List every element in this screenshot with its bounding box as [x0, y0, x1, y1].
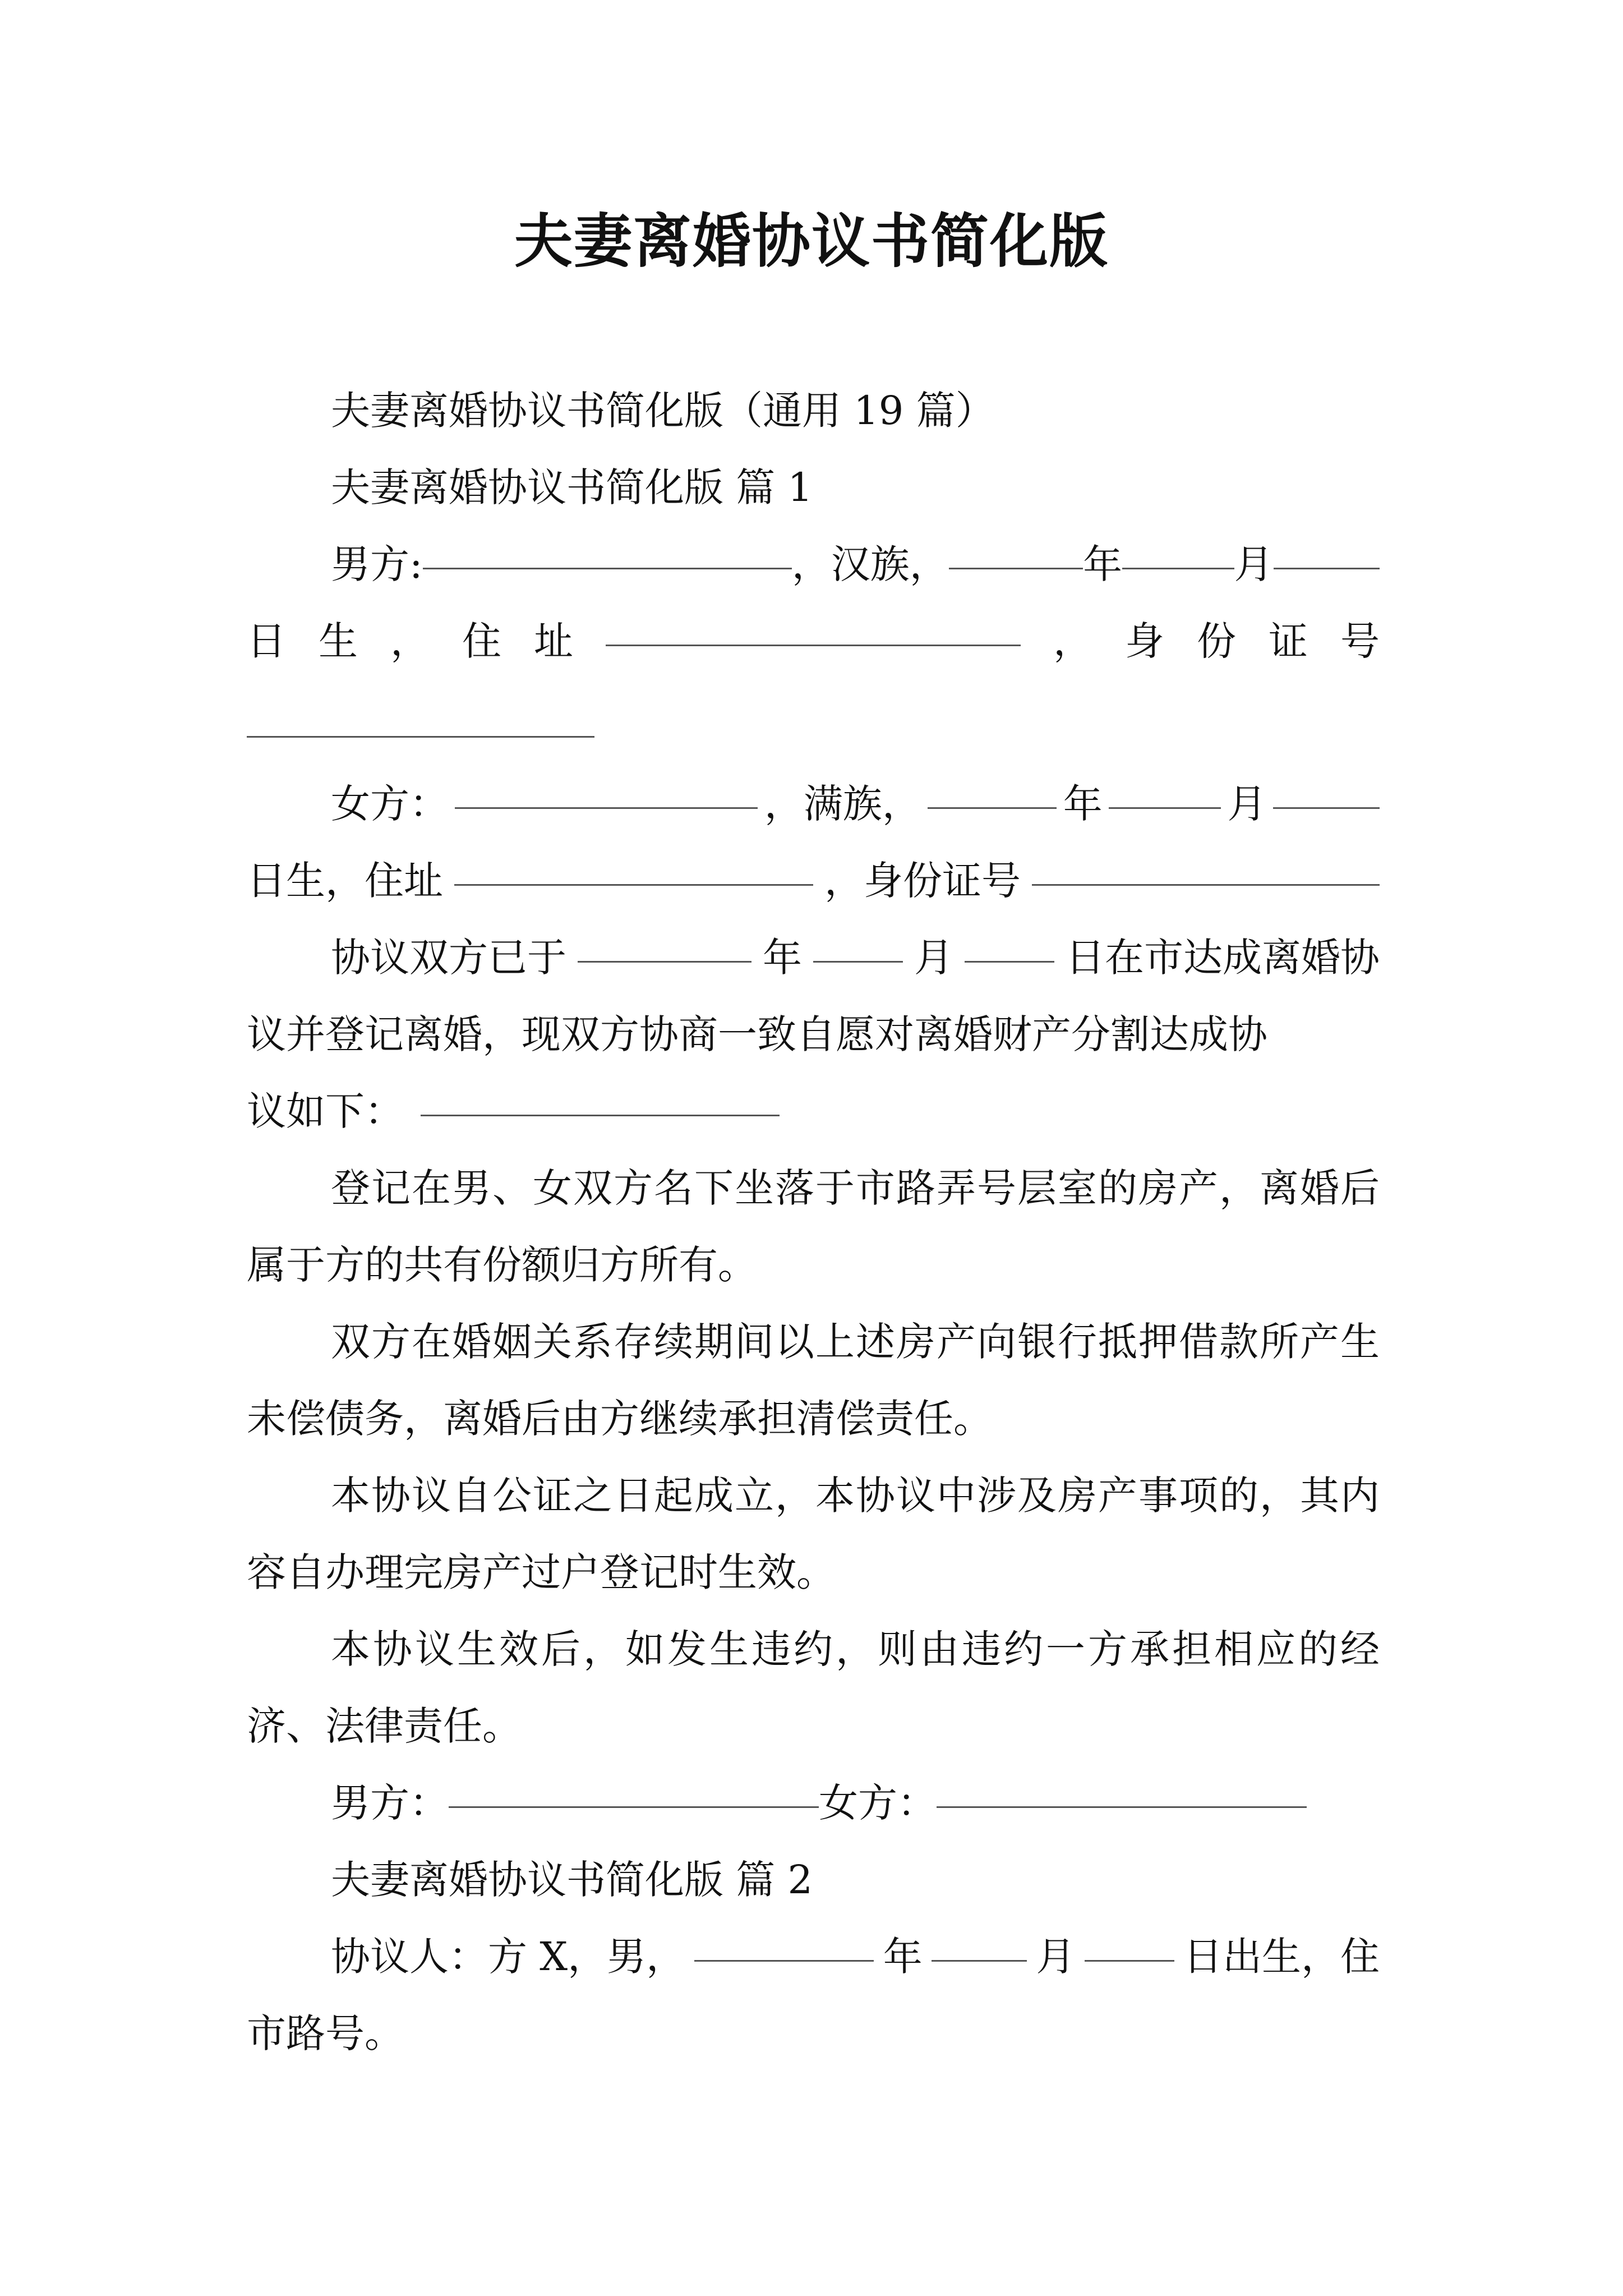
male-id-blank — [247, 680, 594, 738]
female-signature-blank — [937, 1765, 1307, 1808]
party-line — [247, 1918, 1380, 1995]
female-info-line — [247, 766, 1380, 843]
debt-paragraph: 双方在婚姻关系存续期间以上述房产向银行抵押借款所产生未偿债务，离婚后由方继续承担清偿责任。 — [247, 1319, 1380, 1442]
month-label: 月 — [1234, 541, 1274, 587]
party-text: 协议人：方 X，男， — [331, 1934, 686, 1980]
agreement-line-1 — [247, 919, 1380, 996]
party-text: 日出生，住 — [1183, 1934, 1380, 1980]
year-label: 年 — [763, 935, 802, 981]
year-label: 年 — [1063, 781, 1103, 827]
char: 证 — [1269, 618, 1308, 664]
male-birth-month-blank — [1122, 526, 1234, 569]
agreement-line-3 — [247, 1073, 1380, 1150]
agreement-month-blank — [813, 919, 903, 963]
month-label: 月 — [1227, 781, 1267, 827]
year-label: 年 — [883, 1934, 923, 1980]
male-name-blank — [423, 526, 792, 569]
male-birth-day-blank — [1274, 526, 1380, 569]
ethnicity-han: ，汉族， — [791, 541, 949, 587]
char: 日 — [247, 618, 286, 664]
male-id-line — [247, 680, 1380, 738]
party-birth-day-blank — [1085, 1918, 1174, 1962]
female-birth-day-blank — [1273, 766, 1380, 809]
char: 号 — [1340, 618, 1380, 664]
agreement-line-2 — [247, 996, 1380, 1073]
property-paragraph: 登记在男、女双方名下坐落于市路弄号层室的房产，离婚后属于方的共有份额归方所有。 — [247, 1165, 1380, 1288]
party-birth-year-blank — [694, 1918, 874, 1962]
section-1-heading: 夫妻离婚协议书简化版 篇 1 — [331, 464, 813, 510]
month-label: 月 — [914, 935, 953, 981]
document-subtitle: 夫妻离婚协议书简化版（通用 19 篇） — [331, 388, 995, 434]
id-label: ，身份证号 — [824, 858, 1021, 904]
female-sign-label: 女方： — [819, 1780, 937, 1826]
male-address-blank — [606, 603, 1021, 646]
agreement-text: 议并登记离婚，现双方协商一致自愿对离婚财产分割达成协 — [247, 1011, 1267, 1057]
female-label: 女方： — [331, 781, 449, 827]
born-address-label: 日生，住址 — [247, 858, 443, 904]
month-label: 月 — [1036, 1934, 1076, 1980]
male-address-line — [247, 603, 1380, 680]
document-body — [247, 372, 1380, 2072]
female-name-blank — [455, 766, 758, 809]
male-sign-label: 男方： — [331, 1780, 449, 1826]
document-title: 夫妻离婚协议书简化版 — [514, 207, 1109, 275]
agreement-text: 日在市达成离婚协 — [1066, 935, 1380, 981]
male-signature-blank — [449, 1765, 819, 1808]
char: 身 — [1125, 618, 1164, 664]
female-address-line — [247, 843, 1380, 919]
char: ， — [1053, 618, 1092, 664]
char: 生 — [319, 618, 358, 664]
char: 份 — [1197, 618, 1236, 664]
signature-line — [247, 1765, 1380, 1842]
female-birth-year-blank — [928, 766, 1057, 809]
year-label: 年 — [1083, 541, 1123, 587]
char: 址 — [534, 618, 573, 664]
female-address-blank — [454, 843, 813, 886]
agreement-day-blank — [965, 919, 1054, 963]
spacer — [247, 738, 1380, 766]
effect-paragraph: 本协议自公证之日起成立，本协议中涉及房产事项的，其内容自办理完房产过户登记时生效。 — [247, 1473, 1380, 1595]
char: 住 — [462, 618, 501, 664]
agreement-text: 议如下： — [247, 1088, 404, 1134]
party-address-text: 市路号。 — [247, 2010, 404, 2056]
male-birth-year-blank — [949, 526, 1083, 569]
char: ， — [390, 618, 430, 664]
male-info-line — [247, 526, 1380, 603]
agreement-year-blank — [578, 919, 751, 963]
agreement-terms-blank — [421, 1073, 780, 1116]
party-address-line — [247, 1995, 1380, 2072]
female-birth-month-blank — [1109, 766, 1221, 809]
agreement-text: 协议双方已于 — [331, 935, 566, 981]
male-label: 男方: — [331, 541, 423, 587]
party-birth-month-blank — [932, 1918, 1027, 1962]
female-id-blank — [1032, 843, 1380, 886]
ethnicity-man: ，满族， — [764, 781, 921, 827]
section-2-heading: 夫妻离婚协议书简化版 篇 2 — [331, 1857, 813, 1903]
breach-paragraph: 本协议生效后，如发生违约，则由违约一方承担相应的经济、法律责任。 — [247, 1626, 1380, 1749]
